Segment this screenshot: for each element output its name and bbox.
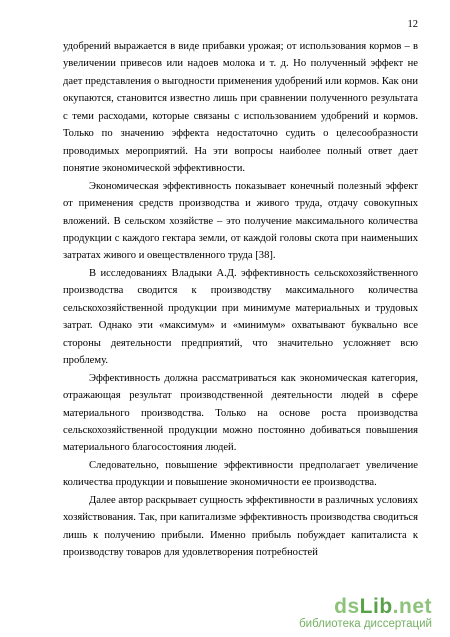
paragraph-6: Далее автор раскрывает сущность эффективности в различных условиях хозяйствования. Так, при капитализме эффективность производства сводиться лишь к получению прибыли. Именно прибыль побуждает капиталиста к производству товаров для удовлетворения потребностей: [63, 494, 418, 559]
watermark-logo-ds: ds: [334, 595, 360, 618]
paragraph-3: В исследованиях Владыки А.Д. эффективность сельскохозяйственного производства сводится к производству максимального количества сельскохозяйственной продукции при минимуме материальных и трудовых затрат. Однако эти «максимум» и «минимум» охватывают буквально все стороны деятельности предприятий, что значительно усложняет всю проблему.: [63, 267, 418, 367]
paragraph-2: Экономическая эффективность показывает конечный полезный эффект от применения средств производства и живого труда, отдачу совокупных вложений. В сельском хозяйстве – это получение максимального количества продукции с каждого гектара земли, от каждой головы скота при наименьших затратах живого и овеществленного труда [38].: [63, 180, 418, 262]
watermark-subtitle: библиотека диссертаций: [299, 618, 432, 630]
paragraph-5: Следовательно, повышение эффективности предполагает увеличение количества продукции и повышение экономичности ее производства.: [63, 459, 418, 489]
paragraph-4: Эффективность должна рассматриваться как экономическая категория, отражающая результат производственной деятельности людей в сфере материального производства. Только на основе роста производства сельскохозяйственной продукции можно постоянно добиваться повышения материального благосостояния людей.: [63, 372, 418, 454]
watermark-logo: [282, 596, 432, 618]
document-body: [63, 38, 418, 562]
paragraph-1: удобрений выражается в виде прибавки урожая; от использования кормов – в увеличении привесов или надоев молока и т. д. Но полученный эффект не дает представления о выгодности применения удобрений или кормов. Как они окупаются, становится известно лишь при сравнении полученного результата с теми расходами, которые связаны с использованием удобрений и кормов. Только по значению эффекта недостаточно судить о целесообразности проводимых мероприятий. На эти вопросы наиболее полный ответ дает понятие экономической эффективности.: [63, 41, 418, 175]
watermark-logo-net: .net: [392, 595, 432, 618]
watermark-logo-lib: Lib: [359, 595, 393, 618]
page-number: 12: [407, 19, 418, 30]
site-watermark: [282, 596, 432, 631]
